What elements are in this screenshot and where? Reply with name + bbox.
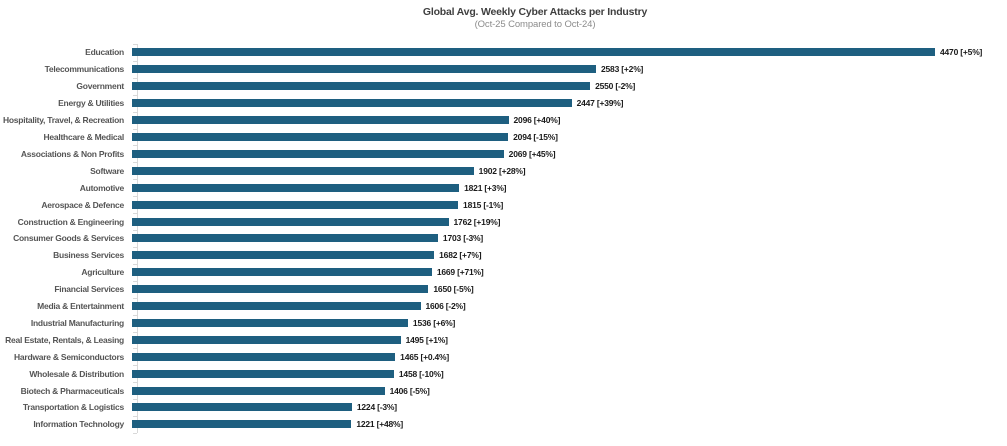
bar-track [131, 250, 1007, 260]
bar-track [131, 369, 1007, 379]
category-label: Financial Services [54, 284, 124, 295]
category-label: Business Services [53, 250, 124, 261]
bar-track [131, 132, 1007, 142]
plot-area [0, 44, 1007, 433]
value-label: 1465 [+0.4%] [400, 351, 450, 362]
bar [132, 387, 385, 395]
category-label: Software [90, 165, 124, 176]
value-label: 2096 [+40%] [513, 115, 561, 126]
bar-row [0, 281, 1007, 298]
category-label: Wholesale & Distribution [29, 368, 124, 379]
category-label: Energy & Utilities [58, 98, 124, 109]
bar [132, 370, 394, 378]
value-label: 1650 [-5%] [433, 284, 474, 295]
value-label: 1458 [-10%] [398, 368, 444, 379]
bar [132, 336, 401, 344]
bar-track [131, 183, 1007, 193]
bar [132, 285, 428, 293]
chart-subtitle: (Oct-25 Compared to Oct-24) [474, 19, 596, 30]
category-label: Construction & Engineering [17, 216, 124, 227]
bar-row [0, 145, 1007, 162]
bar [132, 218, 449, 226]
bar-track [131, 64, 1007, 74]
bar-track [131, 47, 1007, 57]
rows [0, 44, 1007, 433]
category-label: Information Technology [33, 419, 124, 430]
value-label: 1902 [+28%] [478, 165, 526, 176]
value-label: 2094 [-15%] [513, 131, 558, 142]
value-label: 4470 [+5%] [940, 47, 983, 58]
bar-row [0, 264, 1007, 281]
bar-row [0, 196, 1007, 213]
bar-track [131, 352, 1007, 362]
bar [132, 201, 458, 209]
bar-track [131, 267, 1007, 277]
bar-track [131, 149, 1007, 159]
bar-row [0, 162, 1007, 179]
bar-track [131, 166, 1007, 176]
bar [132, 133, 508, 141]
category-label: Telecommunications [44, 64, 124, 75]
bar [132, 150, 504, 158]
category-label: Real Estate, Rentals, & Leasing [5, 334, 124, 345]
category-label: Healthcare & Medical [43, 131, 124, 142]
bar-track [131, 200, 1007, 210]
value-label: 1406 [-5%] [389, 385, 430, 396]
bar-row [0, 298, 1007, 315]
bar-track [131, 402, 1007, 412]
bar-track [131, 115, 1007, 125]
bar-track [131, 98, 1007, 108]
bar [132, 251, 434, 259]
bar-track [131, 217, 1007, 227]
value-label: 1815 [-1%] [463, 199, 504, 210]
chart-title: Global Avg. Weekly Cyber Attacks per Industry [422, 6, 648, 18]
value-label: 1703 [-3%] [442, 233, 483, 244]
bar-row [0, 78, 1007, 95]
bar-track [131, 386, 1007, 396]
bar [132, 48, 935, 56]
category-label: Hospitality, Travel, & Recreation [2, 115, 124, 126]
bar-row [0, 416, 1007, 433]
bar-row [0, 44, 1007, 61]
bar-row [0, 247, 1007, 264]
category-label: Transportation & Logistics [22, 402, 124, 413]
value-label: 2583 [+2%] [601, 64, 644, 75]
value-label: 1536 [+6%] [412, 317, 456, 328]
bar [132, 116, 509, 124]
bar-track [131, 419, 1007, 429]
category-label: Government [76, 81, 124, 92]
bar-row [0, 382, 1007, 399]
bar [132, 99, 572, 107]
bar-row [0, 61, 1007, 78]
title-block [65, 6, 1005, 31]
axis-tick [133, 433, 137, 434]
bar [132, 403, 352, 411]
bar [132, 353, 395, 361]
bar-row [0, 348, 1007, 365]
bar [132, 234, 438, 242]
value-label: 1821 [+3%] [464, 182, 507, 193]
value-label: 2069 [+45%] [508, 148, 556, 159]
category-label: Hardware & Semiconductors [14, 351, 124, 362]
category-label: Aerospace & Defence [41, 199, 124, 210]
bar-row [0, 315, 1007, 332]
bar-row [0, 112, 1007, 129]
value-label: 2550 [-2%] [595, 81, 636, 92]
bar [132, 268, 432, 276]
bar [132, 167, 474, 175]
category-label: Agriculture [81, 267, 124, 278]
value-label: 1669 [+71%] [436, 267, 484, 278]
bar-row [0, 331, 1007, 348]
bar-row [0, 129, 1007, 146]
value-label: 1606 [-2%] [425, 301, 466, 312]
bar-row [0, 95, 1007, 112]
bar-row [0, 399, 1007, 416]
bar-row [0, 230, 1007, 247]
category-label: Automotive [79, 182, 124, 193]
bar [132, 319, 408, 327]
category-label: Industrial Manufacturing [30, 317, 124, 328]
category-label: Biotech & Pharmaceuticals [20, 385, 124, 396]
bar-track [131, 284, 1007, 294]
bar [132, 82, 590, 90]
value-label: 1221 [+48%] [356, 419, 404, 430]
category-label: Education [85, 47, 124, 58]
bar-row [0, 179, 1007, 196]
bar [132, 420, 351, 428]
value-label: 1495 [+1%] [405, 334, 448, 345]
bar-track [131, 301, 1007, 311]
bar [132, 302, 421, 310]
value-label: 1224 [-3%] [356, 402, 397, 413]
bar-track [131, 233, 1007, 243]
value-label: 1762 [+19%] [453, 216, 501, 227]
bar-track [131, 335, 1007, 345]
value-label: 1682 [+7%] [439, 250, 482, 261]
category-label: Associations & Non Profits [20, 148, 124, 159]
category-label: Consumer Goods & Services [13, 233, 124, 244]
category-label: Media & Entertainment [37, 301, 124, 312]
bar-track [131, 318, 1007, 328]
bar-row [0, 365, 1007, 382]
bar [132, 184, 459, 192]
bar-row [0, 213, 1007, 230]
bar [132, 65, 596, 73]
value-label: 2447 [+39%] [576, 98, 624, 109]
bar-track [131, 81, 1007, 91]
